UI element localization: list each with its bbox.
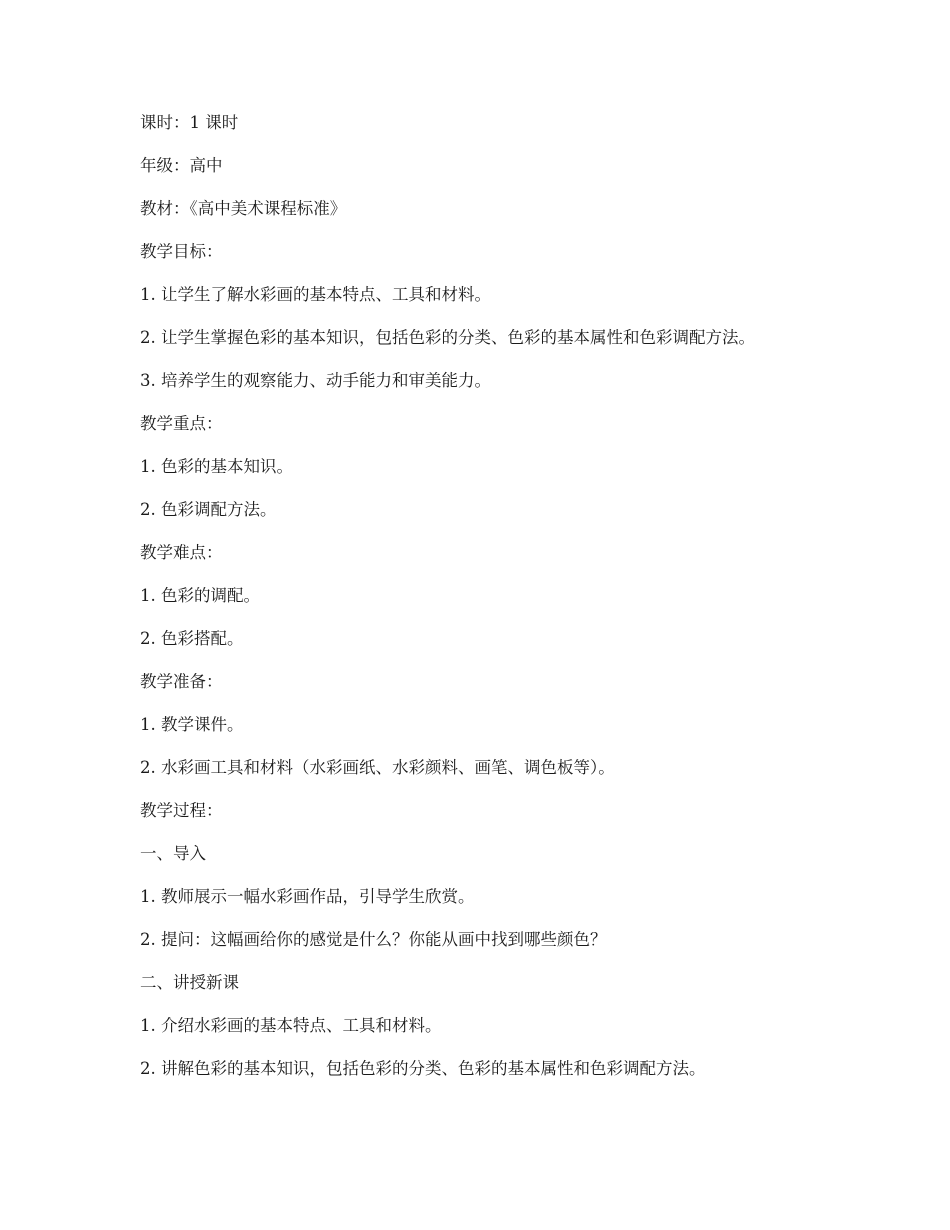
textbook: 教材：《高中美术课程标准》 — [140, 199, 347, 218]
process-item: 2. 提问：这幅画给你的感觉是什么？你能从画中找到哪些颜色？ — [140, 930, 607, 949]
process-item: 2. 讲解色彩的基本知识，包括色彩的分类、色彩的基本属性和色彩调配方法。 — [140, 1059, 706, 1078]
subsection-heading-new-lesson: 二、讲授新课 — [140, 973, 239, 992]
difficulty-item: 2. 色彩搭配。 — [140, 629, 244, 648]
process-item: 1. 介绍水彩画的基本特点、工具和材料。 — [140, 1016, 442, 1035]
lesson-duration: 课时：1 课时 — [140, 113, 239, 132]
section-heading-preparation: 教学准备： — [140, 672, 223, 691]
section-heading-difficulties: 教学难点： — [140, 543, 223, 562]
preparation-item: 1. 教学课件。 — [140, 715, 244, 734]
objective-item: 3. 培养学生的观察能力、动手能力和审美能力。 — [140, 371, 491, 390]
objective-item: 2. 让学生掌握色彩的基本知识，包括色彩的分类、色彩的基本属性和色彩调配方法。 — [140, 328, 755, 347]
section-heading-objectives: 教学目标： — [140, 242, 223, 261]
key-point-item: 2. 色彩调配方法。 — [140, 500, 277, 519]
objective-item: 1. 让学生了解水彩画的基本特点、工具和材料。 — [140, 285, 491, 304]
difficulty-item: 1. 色彩的调配。 — [140, 586, 260, 605]
key-point-item: 1. 色彩的基本知识。 — [140, 457, 293, 476]
grade-level: 年级：高中 — [140, 156, 223, 175]
section-heading-process: 教学过程： — [140, 801, 223, 820]
subsection-heading-intro: 一、导入 — [140, 844, 206, 863]
process-item: 1. 教师展示一幅水彩画作品，引导学生欣赏。 — [140, 887, 475, 906]
preparation-item: 2. 水彩画工具和材料（水彩画纸、水彩颜料、画笔、调色板等）。 — [140, 758, 615, 777]
document-body — [140, 111, 820, 1100]
section-heading-key-points: 教学重点： — [140, 414, 223, 433]
